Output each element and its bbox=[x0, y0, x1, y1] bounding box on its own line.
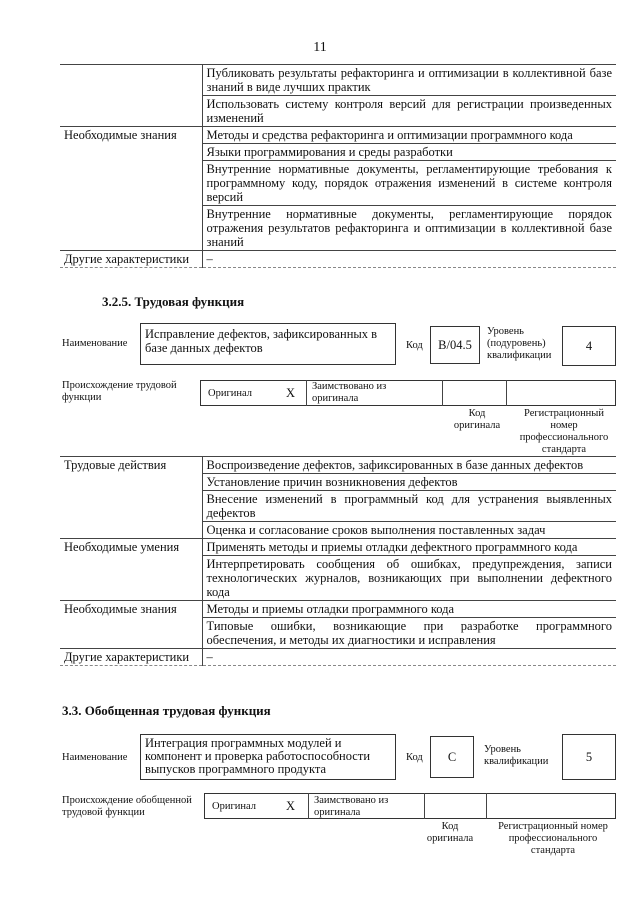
table-continuation bbox=[60, 64, 616, 268]
level-value-box-33 bbox=[562, 734, 616, 780]
level-label: Уровень (подуровень) квалификации bbox=[487, 326, 552, 361]
name-value-33: Интеграция программных модулей и компонент и проверка работоспособности выпусков программного продукта bbox=[145, 736, 371, 776]
other-value: – bbox=[202, 251, 616, 268]
section-title-325: 3.2.5. Трудовая функция bbox=[102, 294, 245, 309]
list-item: Интерпретировать сообщения об ошибках, предупреждения, записи технологических журналов, возникающих при выполнении дефектного кода bbox=[202, 556, 616, 601]
name-value: Исправление дефектов, зафиксированных в базе данных дефектов bbox=[145, 327, 378, 355]
list-item: Оценка и согласование сроков выполнения поставленных задач bbox=[202, 522, 616, 539]
list-item: Внутренние нормативные документы, регламентирующие требования к программному коду, порядок отражения изменений в системе контроля версий bbox=[202, 161, 616, 206]
code-value-box bbox=[430, 326, 480, 364]
code-orig-caption: Код оригинала bbox=[453, 408, 501, 431]
original-label: Оригинал bbox=[208, 388, 252, 399]
row-label-knowledge: Необходимые знания bbox=[60, 127, 202, 144]
row-label-other: Другие характеристики bbox=[60, 251, 202, 268]
reg-caption-33: Регистрационный номер профессионального стандарта bbox=[498, 821, 608, 856]
list-item: Использовать систему контроля версий для регистрации произведенных изменений bbox=[202, 96, 616, 127]
list-item: Типовые ошибки, возникающие при разработке программного обеспечения, и методы их диагностики и исправления bbox=[202, 618, 616, 649]
code-value-box-33 bbox=[430, 736, 474, 778]
row-label-other-2: Другие характеристики bbox=[60, 649, 202, 666]
code-label-33: Код bbox=[406, 752, 423, 763]
code-orig-caption-33: Код оригинала bbox=[426, 821, 474, 844]
name-label: Наименование bbox=[62, 338, 128, 349]
original-mark: X bbox=[286, 386, 296, 400]
level-value-box bbox=[562, 326, 616, 366]
reg-caption: Регистрационный номер профессионального стандарта bbox=[519, 408, 609, 455]
list-item: Методы и приемы отладки программного кода bbox=[202, 601, 616, 618]
page-number: 11 bbox=[313, 40, 327, 55]
list-item: Публиковать результаты рефакторинга и оптимизации в коллективной базе знаний в виде лучших практик bbox=[202, 65, 616, 96]
list-item: Методы и средства рефакторинга и оптимизации программного кода bbox=[202, 127, 616, 144]
list-item: Воспроизведение дефектов, зафиксированных в базе данных дефектов bbox=[202, 457, 616, 474]
name-value-box bbox=[140, 323, 396, 365]
section-title-33: 3.3. Обобщенная трудовая функция bbox=[62, 703, 271, 718]
original-label-33: Оригинал bbox=[212, 801, 256, 812]
list-item: Применять методы и приемы отладки дефектного программного кода bbox=[202, 539, 616, 556]
row-label-actions: Трудовые действия bbox=[60, 457, 202, 474]
code-value-33: C bbox=[447, 750, 457, 764]
name-value-box-33 bbox=[140, 734, 396, 780]
origin-label-33: Происхождение обобщенной трудовой функции bbox=[62, 795, 192, 818]
original-mark-33: X bbox=[286, 799, 296, 813]
table-labor-function bbox=[60, 456, 616, 666]
level-value-33: 5 bbox=[585, 750, 593, 764]
row-label-knowledge-2: Необходимые знания bbox=[60, 601, 202, 618]
list-item: Внесение изменений в программный код для устранения выявленных дефектов bbox=[202, 491, 616, 522]
borrowed-label: Заимствовано из оригинала bbox=[312, 381, 387, 404]
borrowed-label-33: Заимствовано из оригинала bbox=[314, 795, 389, 818]
code-value: B/04.5 bbox=[438, 338, 472, 352]
row-label-skills: Необходимые умения bbox=[60, 539, 202, 556]
origin-label: Происхождение трудовой функции bbox=[62, 380, 177, 403]
other-value-2: – bbox=[202, 649, 616, 666]
level-label-33: Уровень квалификации bbox=[484, 744, 549, 767]
list-item: Языки программирования и среды разработки bbox=[202, 144, 616, 161]
code-label: Код bbox=[406, 340, 423, 351]
name-label-33: Наименование bbox=[62, 752, 128, 763]
list-item: Установление причин возникновения дефектов bbox=[202, 474, 616, 491]
list-item: Внутренние нормативные документы, регламентирующие порядок отражения результатов рефакторинга и оптимизации в коллективной базе знаний bbox=[202, 206, 616, 251]
level-value: 4 bbox=[585, 339, 593, 353]
